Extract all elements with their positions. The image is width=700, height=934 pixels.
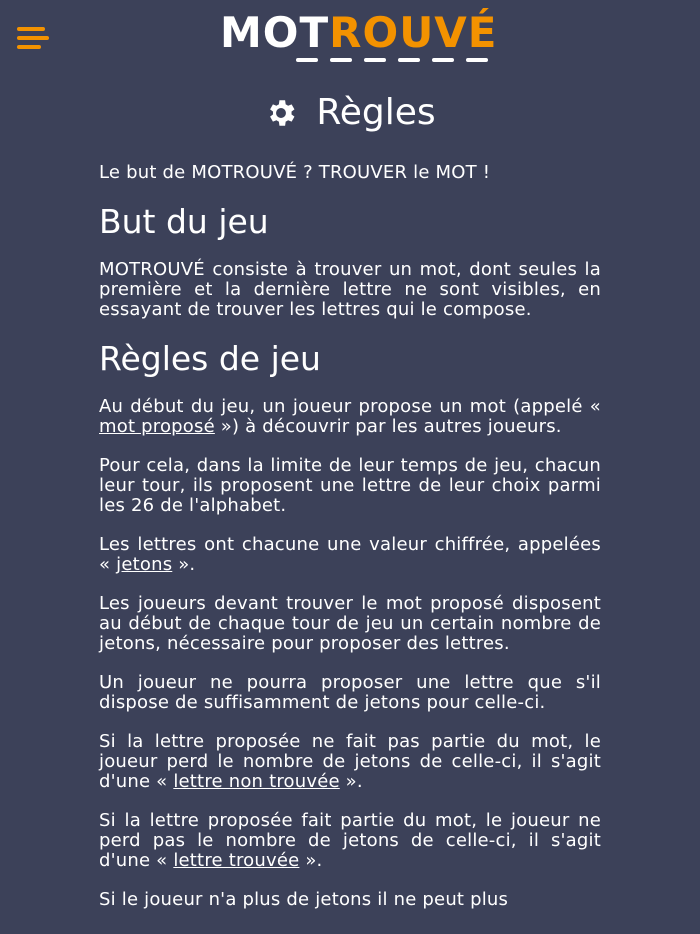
paragraph: MOTROUVÉ consiste à trouver un mot, dont seules la première et la dernière lettre ne sont visibles, en essayant de trouver les lettres qui le compose. bbox=[99, 259, 601, 320]
paragraph: Un joueur ne pourra proposer une lettre que s'il dispose de suffisamment de jetons pour celle-ci. bbox=[99, 672, 601, 713]
rules-content bbox=[99, 163, 601, 929]
paragraph: Si la lettre proposée ne fait pas partie du mot, le joueur perd le nombre de jetons de celle-ci, il s'agit d'une « lettre non trouvée ». bbox=[99, 731, 601, 792]
logo-part1: MOT bbox=[220, 8, 330, 57]
link-lettre-trouvee[interactable]: lettre trouvée bbox=[173, 850, 300, 871]
menu-button[interactable] bbox=[17, 27, 49, 51]
link-jetons[interactable]: jetons bbox=[116, 554, 173, 575]
heading-but-du-jeu: But du jeu bbox=[99, 202, 269, 241]
paragraph: Les lettres ont chacune une valeur chiffrée, appelées « jetons ». bbox=[99, 534, 601, 575]
paragraph: Au début du jeu, un joueur propose un mot (appelé « mot proposé ») à découvrir par les autres joueurs. bbox=[99, 396, 601, 437]
paragraph: Les joueurs devant trouver le mot proposé disposent au début de chaque tour de jeu un certain nombre de jetons, nécessaire pour proposer des lettres. bbox=[99, 593, 601, 654]
hamburger-icon bbox=[17, 27, 45, 31]
hamburger-line bbox=[17, 36, 49, 40]
page-title-text: Règles bbox=[316, 92, 436, 133]
link-lettre-non-trouvee[interactable]: lettre non trouvée bbox=[173, 771, 340, 792]
heading-regles-de-jeu: Règles de jeu bbox=[99, 339, 321, 378]
paragraph: Pour cela, dans la limite de leur temps de jeu, chacun leur tour, ils proposent une lettre de leur choix parmi les 26 de l'alphabet. bbox=[99, 455, 601, 516]
logo[interactable] bbox=[220, 8, 498, 64]
paragraph: Si le joueur n'a plus de jetons il ne peut plus bbox=[99, 889, 509, 910]
logo-dashes bbox=[296, 58, 488, 62]
logo-part2: ROUVÉ bbox=[329, 8, 498, 57]
paragraph: Si la lettre proposée fait partie du mot, le joueur ne perd pas le nombre de jetons de celle-ci, il s'agit d'une « lettre trouvée ». bbox=[99, 810, 601, 871]
intro: Le but de MOTROUVÉ ? TROUVER le MOT ! bbox=[99, 162, 491, 183]
link-mot-propose[interactable]: mot proposé bbox=[99, 416, 215, 437]
hamburger-line bbox=[17, 45, 41, 49]
gear-icon bbox=[264, 96, 298, 130]
page-title bbox=[0, 88, 700, 138]
